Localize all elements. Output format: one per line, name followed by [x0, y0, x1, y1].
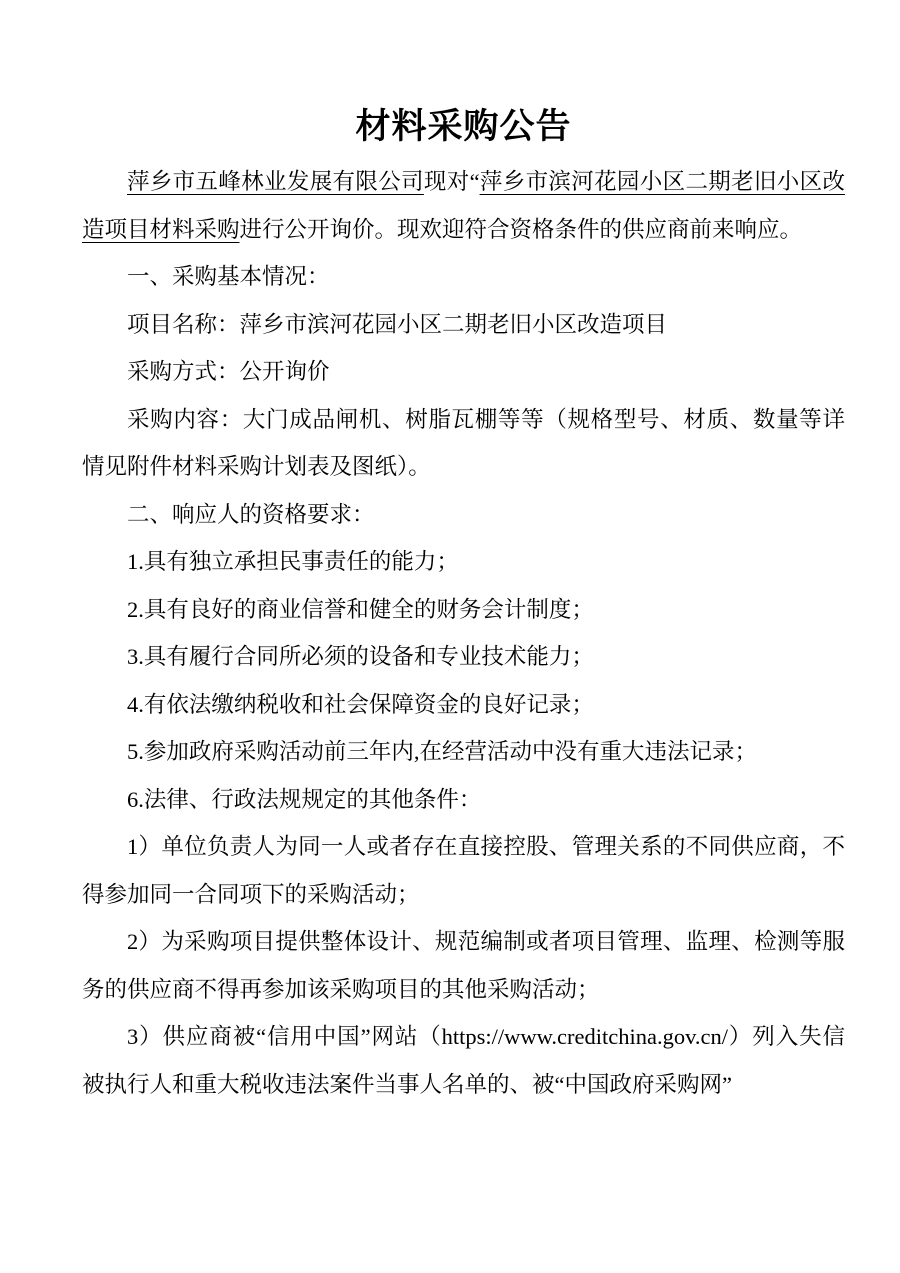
page-title: 材料采购公告 [355, 107, 572, 146]
intro-company-underlined: 萍乡市五峰林业发展有限公司 [127, 169, 424, 194]
intro-paragraph [82, 158, 845, 253]
requirement-item-4: 4.有依法缴纳税收和社会保障资金的良好记录； [127, 691, 594, 717]
heading-basic-info: 一、采购基本情况： [127, 264, 330, 289]
condition-item-3: 3）供应商被“信用中国”网站（https://www.creditchina.gov.cn/）列入失信被执行人和重大税收违法案件当事人名单的、被“中国政府采购网” [82, 1024, 845, 1097]
intro-connector: 现对“ [423, 169, 480, 194]
requirement-item-1: 1.具有独立承担民事责任的能力； [127, 549, 459, 574]
field-project-name: 项目名称：萍乡市滨河花园小区二期老旧小区改造项目 [127, 311, 668, 337]
condition-item-1: 1）单位负责人为同一人或者存在直接控股、管理关系的不同供应商，不得参加同一合同项下的采购活动； [82, 834, 845, 907]
requirement-item-5: 5.参加政府采购活动前三年内,在经营活动中没有重大违法记录； [127, 739, 758, 764]
heading-qualification-requirements: 二、响应人的资格要求： [127, 501, 375, 527]
intro-project-underlined: 萍乡市滨河花园小区二期老旧小区改造项目材料采购 [82, 169, 845, 242]
condition-item-2: 2）为采购项目提供整体设计、规范编制或者项目管理、监理、检测等服务的供应商不得再参加该采购项目的其他采购活动； [82, 929, 845, 1002]
requirement-item-6: 6.法律、行政法规规定的其他条件： [127, 786, 482, 812]
requirement-item-3: 3.具有履行合同所必须的设备和专业技术能力； [127, 644, 594, 669]
field-procurement-content: 采购内容：大门成品闸机、树脂瓦棚等等（规格型号、材质、数量等详情见附件材料采购计划表及图纸）。 [82, 406, 845, 479]
requirement-item-2: 2.具有良好的商业信誉和健全的财务会计制度； [127, 596, 594, 622]
intro-tail: 进行公开询价。现欢迎符合资格条件的供应商前来响应。 [239, 216, 803, 242]
field-procurement-method: 采购方式：公开询价 [127, 359, 330, 384]
